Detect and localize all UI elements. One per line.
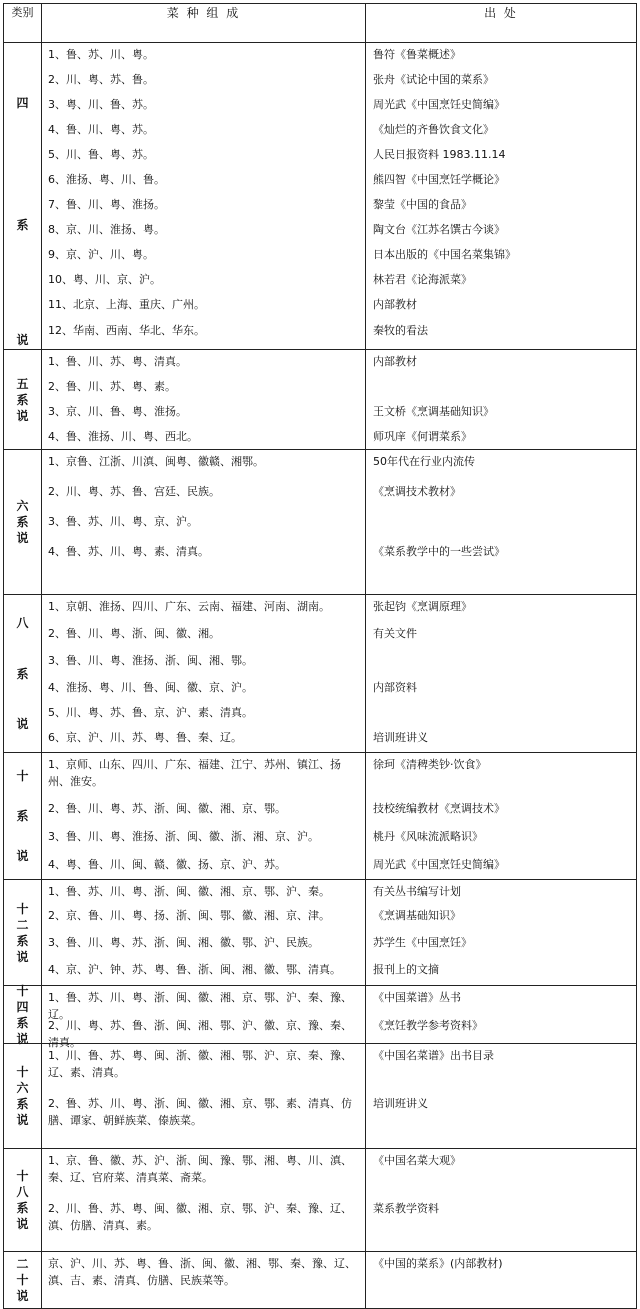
source-text: 日本出版的《中国名菜集锦》: [373, 248, 516, 261]
composition-text: 1、鲁、川、苏、粤、清真。: [48, 355, 187, 368]
source-text: 《菜系教学中的一些尝试》: [373, 545, 505, 558]
source-cell: [366, 450, 637, 595]
category-label: 十 四 系 说: [16, 983, 29, 1046]
source-text: 鲁符《鲁菜概述》: [373, 48, 461, 61]
category-label: 五 系 说: [16, 376, 29, 423]
table-row: [4, 43, 637, 350]
source-text: [366, 510, 636, 540]
composition-text: 1、京鲁、江浙、川滇、闽粤、徽赣、湘鄂。: [48, 455, 264, 468]
category-label: 十 八 系 说: [16, 1169, 29, 1231]
source-text: 内部资料: [373, 681, 417, 694]
composition-cell: [42, 1149, 366, 1252]
source-text: 《灿烂的齐鲁饮食文化》: [373, 123, 494, 136]
source-text: 师巩庠《何谓菜系》: [373, 430, 472, 443]
table-row: [4, 1044, 637, 1149]
composition-text: 2、川、鲁、苏、粤、闽、徽、湘、京、鄂、沪、秦、豫、辽、滇、仿膳、清真、素。: [48, 1202, 352, 1232]
composition-text: 8、京、川、淮扬、粤。: [48, 223, 165, 236]
source-cell: [366, 986, 637, 1044]
category-label: 六 系 说: [16, 499, 29, 545]
composition-cell: [42, 753, 366, 880]
composition-text: 10、粤、川、京、沪。: [48, 273, 161, 286]
source-cell: [366, 1044, 637, 1149]
category-label: 八 系 说: [16, 616, 29, 731]
category-cell: [4, 753, 42, 880]
composition-text: 2、鲁、川、粤、浙、闽、徽、湘。: [48, 627, 220, 640]
composition-cell: [42, 450, 366, 595]
source-text: 培训班讲义: [373, 731, 428, 744]
table-row: [4, 350, 637, 450]
source-text: 桃丹《风味流派略识》: [373, 830, 483, 843]
composition-cell: [42, 1044, 366, 1149]
source-text: 王文桥《烹调基础知识》: [373, 405, 494, 418]
source-text: 苏学生《中国烹饪》: [373, 936, 472, 949]
source-text: 《烹调基础知识》: [373, 909, 461, 922]
source-text: 黎莹《中国的食品》: [373, 198, 472, 211]
composition-text: 3、京、川、鲁、粤、淮扬。: [48, 405, 187, 418]
composition-cell: [42, 43, 366, 350]
composition-text: 3、粤、川、鲁、苏。: [48, 98, 154, 111]
composition-text: 6、淮扬、粤、川、鲁。: [48, 173, 165, 186]
source-text: [366, 701, 636, 726]
composition-cell: [42, 1252, 366, 1309]
table-row: [4, 1149, 637, 1252]
source-text: 有关文件: [373, 627, 417, 640]
category-cell: [4, 1252, 42, 1309]
source-text: 菜系教学资料: [373, 1202, 439, 1215]
composition-text: 4、鲁、苏、川、粤、素、清真。: [48, 545, 209, 558]
composition-text: 6、京、沪、川、苏、粤、鲁、秦、辽。: [48, 731, 242, 744]
composition-text: 2、京、鲁、川、粤、扬、浙、闽、鄂、徽、湘、京、津。: [48, 909, 330, 922]
source-text: [366, 375, 636, 400]
composition-text: 1、川、鲁、苏、粤、闽、浙、徽、湘、鄂、沪、京、秦、豫、辽、素、清真。: [48, 1049, 352, 1079]
composition-text: 4、淮扬、粤、川、鲁、闽、徽、京、沪。: [48, 681, 253, 694]
category-cell: [4, 43, 42, 350]
category-label: 十 二 系 说: [16, 901, 29, 964]
source-text: 周光武《中国烹饪史简编》: [373, 98, 505, 111]
composition-text: 2、川、粤、苏、鲁、宫廷、民族。: [48, 485, 220, 498]
category-label: 四 系 说: [16, 96, 29, 347]
source-text: 内部教材: [373, 298, 417, 311]
header-composition: 菜 种 组 成: [42, 4, 366, 43]
source-text: 《烹饪教学参考资料》: [373, 1019, 483, 1032]
category-cell: [4, 1044, 42, 1149]
composition-text: 京、沪、川、苏、粤、鲁、浙、闽、徽、湘、鄂、秦、豫、辽、滇、吉、素、清真、仿膳、民族菜等。: [48, 1257, 356, 1287]
source-text: 《中国的菜系》(内部教材): [373, 1257, 503, 1270]
composition-text: 2、鲁、川、粤、苏、浙、闽、徽、湘、京、鄂。: [48, 802, 286, 815]
composition-text: 1、京、鲁、徽、苏、沪、浙、闽、豫、鄂、湘、粤、川、滇、秦、辽、官府菜、清真菜、斋菜。: [48, 1154, 352, 1184]
composition-cell: [42, 986, 366, 1049]
composition-text: 4、鲁、川、粤、苏。: [48, 123, 154, 136]
source-cell: [366, 43, 637, 350]
table-row: [4, 986, 637, 1044]
composition-text: 11、北京、上海、重庆、广州。: [48, 298, 205, 311]
source-text: 《烹调技术教材》: [373, 485, 461, 498]
category-label: 十 六 系 说: [16, 1065, 29, 1127]
composition-text: 2、川、粤、苏、鲁、浙、闽、湘、鄂、沪、徽、京、豫、秦、清真。: [48, 1019, 352, 1049]
composition-text: 9、京、沪、川、粤。: [48, 248, 154, 261]
composition-text: 12、华南、西南、华北、华东。: [48, 324, 205, 337]
composition-text: 5、川、粤、苏、鲁、京、沪、素、清真。: [48, 706, 253, 719]
header-category: 类别: [4, 4, 42, 43]
category-label: 十 系 说: [16, 769, 29, 863]
category-cell: [4, 450, 42, 595]
source-text: 人民日报资料 1983.11.14: [373, 148, 506, 161]
source-text: 技校统编教材《烹调技术》: [373, 802, 505, 815]
composition-text: 2、鲁、川、苏、粤、素。: [48, 380, 176, 393]
table-row: [4, 450, 637, 595]
source-text: 有关丛书编写计划: [373, 885, 461, 898]
source-text: 林若君《论海派菜》: [373, 273, 472, 286]
table-row: [4, 595, 637, 753]
source-text: 报刊上的文摘: [373, 963, 439, 976]
table-row: [4, 1252, 637, 1309]
category-cell: [4, 595, 42, 753]
source-text: 陶文台《江苏名馔古今谈》: [373, 223, 505, 236]
source-text: 秦牧的看法: [373, 324, 428, 337]
source-cell: [366, 1252, 637, 1309]
category-cell: [4, 350, 42, 450]
composition-cell: [42, 880, 366, 986]
composition-text: 3、鲁、川、粤、淮扬、浙、闽、湘、鄂。: [48, 654, 253, 667]
category-label: 二 十 说: [16, 1257, 29, 1303]
source-text: 张起钧《烹调原理》: [373, 600, 472, 613]
composition-text: 2、川、粤、苏、鲁。: [48, 73, 154, 86]
table-row: [4, 753, 637, 880]
source-text: 《中国名菜谱》出书目录: [373, 1049, 494, 1062]
composition-text: 1、京师、山东、四川、广东、福建、江宁、苏州、镇江、扬州、淮安。: [48, 758, 341, 788]
category-cell: [4, 1149, 42, 1252]
source-text: 培训班讲义: [373, 1097, 428, 1110]
source-text: [366, 649, 636, 676]
source-text: 《中国菜谱》丛书: [373, 991, 461, 1004]
composition-text: 1、京朝、淮扬、四川、广东、云南、福建、河南、湖南。: [48, 600, 330, 613]
composition-text: 4、粤、鲁、川、闽、赣、徽、扬、京、沪、苏。: [48, 858, 286, 871]
composition-text: 1、鲁、苏、川、粤。: [48, 48, 154, 61]
source-cell: [366, 1149, 637, 1252]
category-cell: [4, 880, 42, 986]
source-cell: [366, 595, 637, 753]
composition-text: 3、鲁、川、粤、苏、浙、闽、湘、徽、鄂、沪、民族。: [48, 936, 319, 949]
source-text: 内部教材: [373, 355, 417, 368]
composition-text: 7、鲁、川、粤、淮扬。: [48, 198, 165, 211]
table-row: [4, 880, 637, 986]
header-row: [4, 4, 637, 43]
source-cell: [366, 350, 637, 450]
source-text: 徐珂《清稗类钞·饮食》: [373, 758, 487, 771]
composition-text: 5、川、鲁、粤、苏。: [48, 148, 154, 161]
composition-cell: [42, 350, 366, 450]
source-text: 50年代在行业内流传: [373, 455, 475, 468]
composition-cell: [42, 595, 366, 753]
header-source: 出 处: [366, 4, 637, 43]
source-cell: [366, 753, 637, 880]
source-cell: [366, 880, 637, 986]
composition-text: 3、鲁、川、粤、淮扬、浙、闽、徽、浙、湘、京、沪。: [48, 830, 319, 843]
source-text: 周光武《中国烹饪史简编》: [373, 858, 505, 871]
composition-text: 1、鲁、苏、川、粤、浙、闽、徽、湘、京、鄂、沪、秦。: [48, 885, 330, 898]
composition-text: 4、鲁、淮扬、川、粤、西北。: [48, 430, 198, 443]
source-text: 熊四智《中国烹饪学概论》: [373, 173, 505, 186]
composition-text: 4、京、沪、钟、苏、粤、鲁、浙、闽、湘、徽、鄂、清真。: [48, 963, 341, 976]
composition-text: 2、鲁、苏、川、粤、浙、闽、徽、湘、京、鄂、素、清真、仿膳、谭家、朝鲜族菜、傣族菜。: [48, 1097, 352, 1127]
cuisine-system-table: [3, 3, 637, 1309]
source-text: 张舟《试论中国的菜系》: [373, 73, 494, 86]
category-cell: [4, 983, 42, 1046]
composition-text: 1、鲁、苏、川、粤、浙、闽、徽、湘、京、鄂、沪、秦、豫、辽。: [48, 991, 352, 1021]
source-text: 《中国名菜大观》: [373, 1154, 461, 1167]
composition-text: 3、鲁、苏、川、粤、京、沪。: [48, 515, 198, 528]
